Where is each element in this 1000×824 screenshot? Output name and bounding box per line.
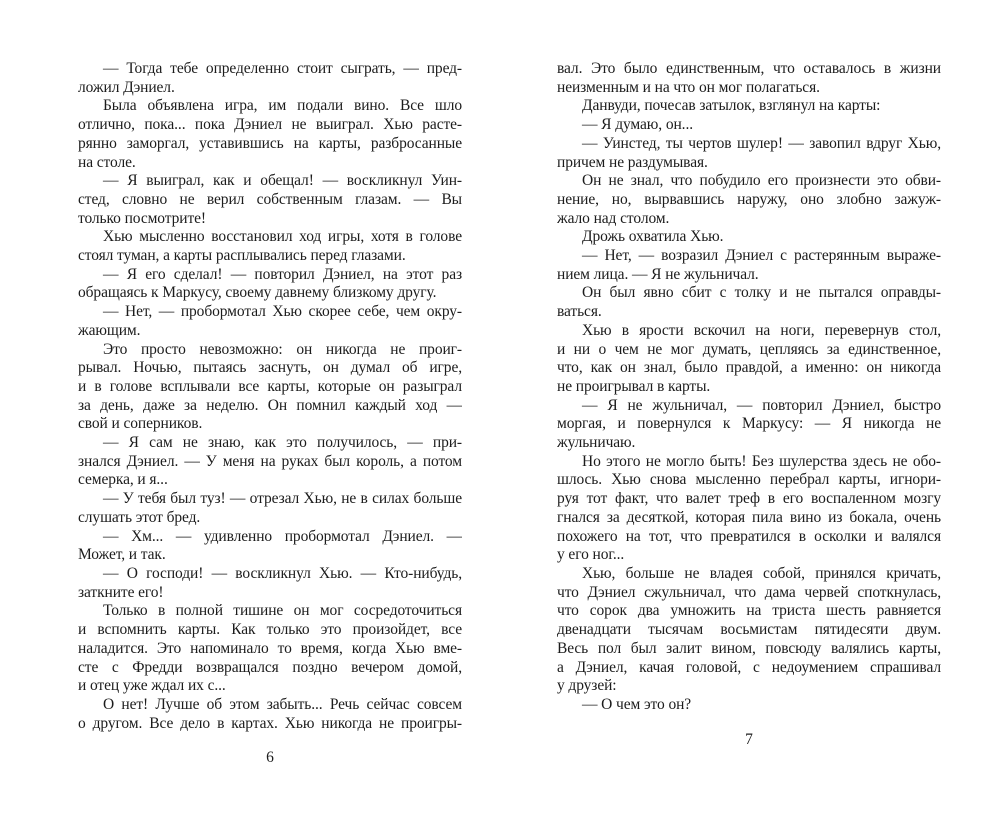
text-line: ложил Дэниел. [78, 78, 175, 96]
page-left [78, 60, 462, 767]
text-line: — Я думаю, он... [582, 116, 694, 134]
page-number-left: 6 [266, 749, 274, 767]
text-line: похожего на тот, что превратился в осколки и валялся [557, 527, 941, 545]
text-line: Была объявлена игра, им подали вино. Все шло [103, 97, 462, 115]
text-line: Данвуди, почесав затылок, взглянул на карты: [582, 97, 881, 115]
text-line: свой и соперников. [78, 415, 203, 433]
text-line: обращаясь к Маркусу, своему давнему близкому другу. [78, 284, 437, 302]
text-line: знался Дэниел. — У меня на руках был король, а потом [78, 452, 462, 470]
text-line: Дрожь охватила Хью. [582, 228, 724, 246]
text-line: Он не знал, что побудило его произнести это обви- [582, 172, 941, 190]
text-line: и вспомнить карты. Как только это произойдет, все [78, 621, 462, 639]
text-line: — Я выиграл, как и обещал! — воскликнул Уин- [103, 172, 462, 190]
text-line: Хью в ярости вскочил на ноги, перевернув стол, [582, 321, 941, 339]
text-line: — Я не жульничал, — повторил Дэниел, быстро [582, 396, 941, 414]
text-line: за день, даже за неделю. Он помнил каждый ход — [78, 396, 462, 414]
text-line: вал. Это было единственным, что оставалось в жизни [557, 60, 941, 77]
text-line: — Хм... — удивленно пробормотал Дэниел. — [103, 527, 462, 545]
text-line: жульничаю. [557, 434, 636, 452]
text-line: — У тебя был туз! — отрезал Хью, не в силах больше [103, 490, 462, 508]
text-line: Может, и так. [78, 546, 166, 564]
text-line: только посмотрите! [78, 209, 206, 227]
text-line: ваться. [557, 303, 602, 321]
text-line: что, как он знал, было правдой, а именно: он никогда [557, 359, 941, 377]
text-line: на столе. [78, 153, 136, 171]
text-line: — Я сам не знаю, как это получилось, — при- [103, 434, 462, 452]
page-right [557, 60, 941, 749]
text-line: двенадцати тысячам восьмистам пятидесяти двум. [557, 621, 941, 639]
text-line: у друзей: [557, 677, 617, 695]
text-line: Только в полной тишине он мог сосредоточиться [103, 602, 462, 620]
text-line: О нет! Лучше об этом забыть... Речь сейчас совсем [103, 695, 462, 713]
text-line: сте с Фредди возвращался поздно вечером домой, [78, 658, 462, 676]
text-line: шлось. Хью снова мысленно перебрал карты, игнори- [557, 471, 941, 489]
text-line: Он был явно сбит с толку и не пытался оправды- [582, 284, 941, 302]
text-line: что сорок два умножить на триста шесть равняется [557, 602, 941, 620]
text-line: рывал. Ночью, пытаясь заснуть, он думал об игре, [78, 359, 462, 377]
text-line: семерка, и я... [78, 471, 168, 489]
text-line: жающим. [78, 321, 141, 339]
text-line: стоял туман, а карты расплывались перед глазами. [78, 247, 406, 265]
text-line: — Нет, — пробормотал Хью скорее себе, чем окру- [103, 303, 462, 321]
text-line: нием лица. — Я не жульничал. [557, 265, 759, 283]
text-line: жало над столом. [557, 209, 670, 227]
text-line: слушать этот бред. [78, 508, 201, 526]
text-line: и ни о чем не мог думать, цепляясь за единственное, [557, 340, 941, 358]
text-line: — О господи! — воскликнул Хью. — Кто-нибудь, [103, 564, 462, 582]
text-line: Весь пол был залит вином, повсюду валялись карты, [557, 639, 941, 657]
text-line: — Я его сделал! — повторил Дэниел, на этот раз [103, 265, 462, 283]
text-line: наладится. Это напоминало то время, когда Хью вме- [78, 639, 462, 657]
text-line: рянно заморгал, уставившись на карты, разбросанные [78, 134, 462, 152]
text-line: у его ног... [557, 546, 625, 564]
text-line: Это просто невозможно: он никогда не проиг- [103, 340, 462, 358]
text-line: моргая, и повернулся к Маркусу: — Я никогда не [557, 415, 941, 433]
text-line: — О чем это он? [582, 695, 692, 713]
text-line: отлично, пока... пока Дэниел не выиграл. Хью расте- [78, 116, 462, 134]
text-line: — Нет, — возразил Дэниел с растерянным выраже- [582, 247, 941, 265]
text-line: заткните его! [78, 583, 164, 601]
text-line: Но этого не могло быть! Без шулерства здесь не обо- [582, 452, 941, 470]
page-number-right: 7 [745, 730, 753, 748]
text-line: Хью мысленно восстановил ход игры, хотя в голове [103, 228, 462, 246]
text-line: не проигрывал в карты. [557, 377, 711, 395]
text-line: руя тот факт, что валет треф в его воспаленном мозгу [557, 490, 941, 508]
text-line: причем не раздумывая. [557, 153, 708, 171]
text-line: — Уинстед, ты чертов шулер! — завопил вдруг Хью, [582, 134, 941, 152]
text-line: Хью, больше не владея собой, принялся кричать, [582, 564, 941, 582]
text-line: что Дэниел сжульничал, что дама червей споткнулась, [557, 583, 941, 601]
page-right-text [557, 60, 941, 715]
text-line: стед, словно не верил собственным глазам. — Вы [78, 190, 462, 208]
text-line: гнался за десяткой, которая пила вино из бокала, очень [557, 508, 941, 526]
text-line: неизменным и на что он мог полагаться. [557, 78, 820, 96]
text-line: о другом. Все дело в картах. Хью никогда не проигры- [78, 714, 462, 732]
text-line: и отец уже ждал их с... [78, 677, 226, 695]
text-line: нение, но, вырвавшись наружу, оно злобно зажуж- [557, 190, 941, 208]
page-left-text [78, 60, 462, 733]
text-line: — Тогда тебе определенно стоит сыграть, — пред- [103, 60, 462, 77]
text-line: и в голове всплывали все карты, которые он разыграл [78, 377, 462, 395]
text-line: а Дэниел, качая головой, с недоумением спрашивал [557, 658, 941, 676]
